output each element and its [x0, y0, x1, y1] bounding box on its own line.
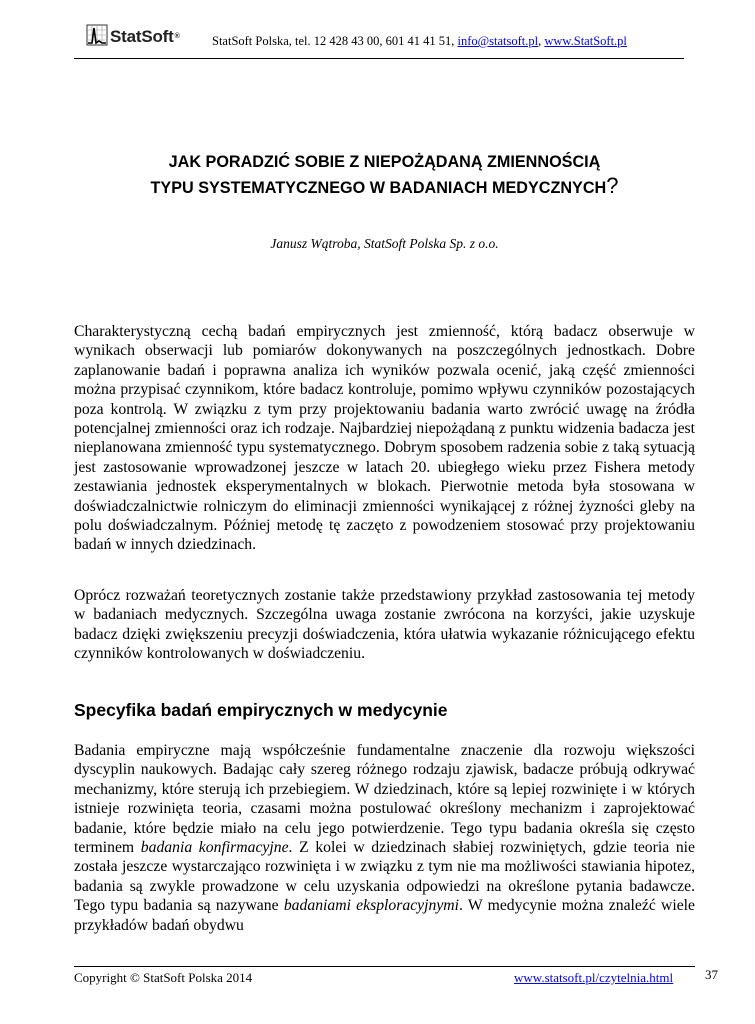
- header-divider: [74, 58, 684, 59]
- footer-divider: [74, 966, 695, 967]
- page-header: [74, 22, 684, 62]
- footer-link-wrap: [514, 970, 673, 986]
- title-line-1: JAK PORADZIĆ SOBIE Z NIEPOŻĄDANĄ ZMIENNOŚCIĄ: [168, 153, 601, 171]
- footer-link[interactable]: www.statsoft.pl/czytelnia.html: [514, 970, 674, 985]
- contact-text: StatSoft Polska, tel. 12 428 43 00, 601 41 41 51,: [212, 34, 458, 48]
- term-exploratory: badaniami eksploracyjnymi: [283, 897, 459, 915]
- statsoft-logo: [86, 24, 180, 46]
- paragraph-intro: Charakterystyczną cechą badań empirycznych jest zmienność, którą badacz obserwuje w wynikach obserwacji lub pomiarów dokonywanych na poszczególnych jednostkach. Dobre zaplanowanie badań i poprawna analiza ich wyników pozwala ocenić, jaką część zmienności można przypisać czynnikom, które badacz kontroluje, pomimo wpływu czynników pozostających poza kontrolą. W związku z tym przy projektowaniu badania warto zwrócić uwagę na źródła potencjalnej zmienności oraz ich rodzaje. Najbardziej niepożądaną z punktu widzenia badacza jest nieplanowana zmienność typu systematycznego. Dobrym sposobem radzenia sobie z taką sytuacją jest zastosowanie wprowadzonej jeszcze w latach 20. ubiegłego wieku przez Fishera metody zestawiania jednostek eksperymentalnych w blokach. Pierwotnie metoda była stosowana w doświadczalnictwie rolniczym do eliminacji zmienności wynikającej z różnej żyzności gleby na polu doświadczalnym. Później metodę tę zaczęto z powodzeniem stosować przy projektowaniu badań w innych dziedzinach.: [74, 323, 695, 554]
- email-link[interactable]: info@statsoft.pl: [457, 34, 539, 48]
- header-contact: [212, 34, 627, 49]
- website-link[interactable]: www.StatSoft.pl: [544, 34, 627, 48]
- term-confirmatory: badania konfirmacyjne: [140, 839, 289, 857]
- paragraph-specifics: Badania empiryczne mają współcześnie fundamentalne znaczenie dla rozwoju większości dyscyplin naukowych. Badając cały szereg różnego rodzaju zjawisk, badacze próbują odkrywać mechanizmy, które sterują ich przebiegiem. W dziedzinach, które są lepiej rozwinięte i w których istnieje rozwinięta teoria, czasami można postulować określony mechanizm i zaprojektować badanie, które będzie miało na celu jego potwierdzenie. Tego typu badania określa się często terminem badania konfirmacyjne. Z kolei w dziedzinach słabiej rozwiniętych, gdzie teoria nie została jeszcze wystarczająco rozwinięta i w związku z tym nie ma możliwości stawiania hipotez, badania są zwykle prowadzone w celu uzyskania odpowiedzi na określone pytania badawcze. Tego typu badania są nazywane badaniami eksploracyjnymi. W medycynie można znaleźć wiele przykładów badań obydwu: [74, 742, 695, 934]
- contact-separator: ,: [538, 34, 545, 48]
- section-heading: Specyfika badań empirycznych w medycynie: [74, 700, 448, 720]
- paragraph-example: Oprócz rozważań teoretycznych zostanie także przedstawiony przykład zastosowania tej metody w badaniach medycznych. Szczególna uwaga zostanie zwrócona na korzyści, jakie uzyskuje badacz dzięki zwiększeniu precyzji doświadczenia, która ułatwia wykazanie różnicującego efektu czynników kontrolowanych w doświadczeniu.: [74, 587, 695, 663]
- statsoft-logo-icon: [86, 24, 108, 46]
- footer-copyright: Copyright © StatSoft Polska 2014: [74, 970, 253, 985]
- title-line-2: TYPU SYSTEMATYCZNEGO W BADANIACH MEDYCZNYCH?: [150, 173, 619, 198]
- article-author: Janusz Wątroba, StatSoft Polska Sp. z o.o.: [270, 236, 499, 251]
- page-number: 37: [705, 967, 718, 982]
- logo-wordmark: StatSoft®: [110, 27, 180, 46]
- article-title: [74, 150, 695, 200]
